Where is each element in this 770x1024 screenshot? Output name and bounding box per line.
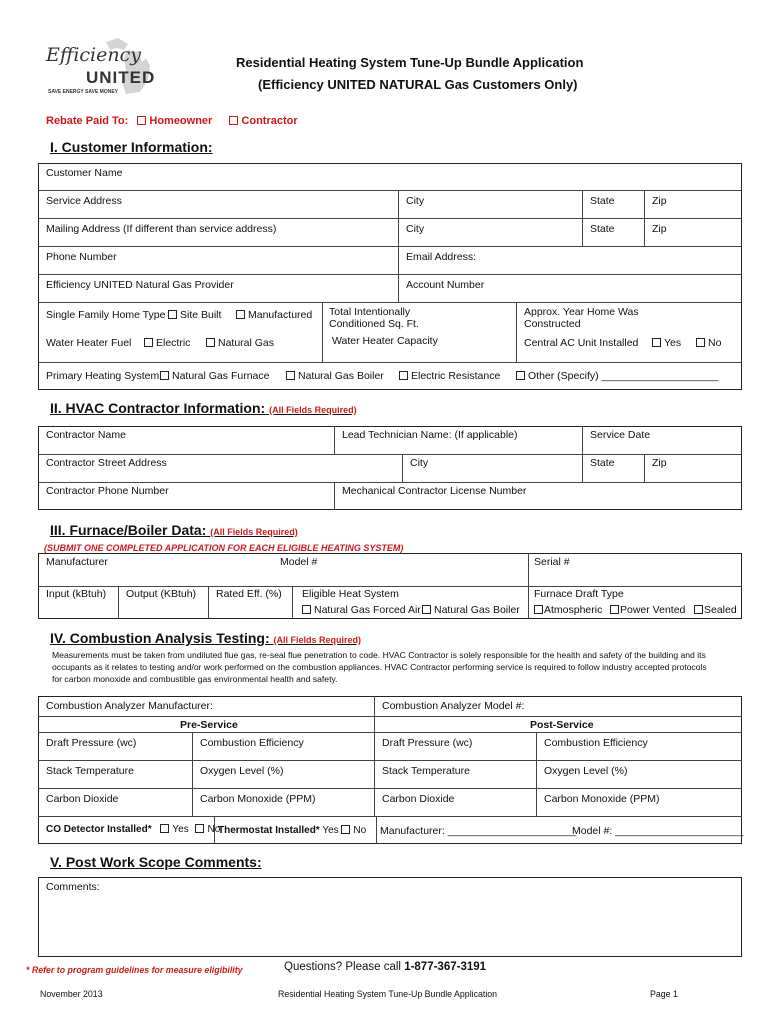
service-city-field[interactable]: City (406, 195, 425, 207)
account-number-field[interactable]: Account Number (406, 279, 485, 291)
pre-co-field[interactable]: Carbon Monoxide (PPM) (200, 793, 316, 805)
logo-word: Efficiency (46, 44, 141, 66)
manufactured-label: Manufactured (248, 309, 313, 321)
rated-eff-field[interactable]: Rated Eff. (%) (216, 588, 282, 600)
thermostat-manufacturer-field[interactable]: Manufacturer: ______________________ (380, 825, 577, 837)
co-yes-label: Yes (172, 824, 189, 835)
manufactured-checkbox[interactable] (236, 309, 312, 321)
manufacturer-field[interactable]: Manufacturer (46, 556, 108, 568)
pre-service-header: Pre-Service (180, 719, 238, 731)
wh-fuel-label: Water Heater Fuel (46, 337, 132, 349)
contractor-label: Contractor (241, 115, 298, 127)
draft-type-label: Furnace Draft Type (534, 588, 624, 600)
rebate-label: Rebate Paid To: (46, 115, 129, 127)
post-draft-field[interactable]: Draft Pressure (wc) (382, 737, 473, 749)
gas-provider-field[interactable]: Efficiency UNITED Natural Gas Provider (46, 279, 234, 291)
thermostat-label: Thermostat Installed* (218, 825, 320, 836)
atmospheric-checkbox[interactable] (534, 604, 602, 616)
thermostat-no-label: No (353, 825, 367, 836)
contractor-zip-field[interactable]: Zip (652, 457, 667, 469)
elec-resistance-label: Electric Resistance (411, 370, 501, 382)
ac-yes-label: Yes (664, 337, 682, 349)
other-label: Other (Specify) ____________________ (528, 370, 719, 382)
ng-forced-air-label: Natural Gas Forced Air (314, 604, 421, 616)
mailing-zip-field[interactable]: Zip (652, 223, 667, 235)
post-co2-field[interactable]: Carbon Dioxide (382, 793, 455, 805)
ng-furnace-label: Natural Gas Furnace (172, 370, 270, 382)
wh-natural-gas-checkbox[interactable] (206, 337, 274, 349)
email-field[interactable]: Email Address: (406, 251, 477, 263)
customer-name-field[interactable]: Customer Name (46, 167, 123, 179)
ng-boiler-checkbox[interactable] (286, 370, 384, 382)
license-number-field[interactable]: Mechanical Contractor License Number (342, 485, 527, 497)
site-built-label: Site Built (180, 309, 222, 321)
questions-line (284, 961, 486, 973)
logo-brand: UNITED (86, 68, 156, 87)
pre-oxygen-field[interactable]: Oxygen Level (%) (200, 765, 284, 777)
section-2-title-text: II. HVAC Contractor Information: (50, 400, 266, 416)
sealed-label: Sealed (704, 604, 737, 616)
footer-date: November 2013 (40, 989, 103, 999)
homeowner-checkbox[interactable] (137, 115, 212, 127)
post-service-header: Post-Service (530, 719, 594, 731)
elec-resistance-checkbox[interactable] (399, 370, 500, 382)
thermostat-yes-checkbox[interactable] (322, 825, 338, 836)
co-no-checkbox[interactable] (195, 824, 220, 835)
ac-yes-checkbox[interactable] (652, 337, 681, 349)
sealed-checkbox[interactable] (694, 604, 737, 616)
co-detector-label: CO Detector Installed* (46, 824, 152, 835)
output-kbtuh-field[interactable]: Output (KBtuh) (126, 588, 197, 600)
service-zip-field[interactable]: Zip (652, 195, 667, 207)
questions-phone[interactable]: 1-877-367-3191 (404, 961, 487, 973)
power-vented-label: Power Vented (620, 604, 686, 616)
ac-no-checkbox[interactable] (696, 337, 721, 349)
service-address-field[interactable]: Service Address (46, 195, 122, 207)
logo (40, 36, 160, 100)
wh-electric-label: Electric (156, 337, 191, 349)
mailing-city-field[interactable]: City (406, 223, 425, 235)
ng-boiler-label: Natural Gas Boiler (298, 370, 384, 382)
comments-box[interactable] (38, 877, 742, 957)
model-field[interactable]: Model # (280, 556, 318, 568)
co-detector-row (46, 824, 220, 836)
contractor-name-field[interactable]: Contractor Name (46, 429, 126, 441)
guidelines-note: * Refer to program guidelines for measure eligibility (26, 965, 243, 975)
ng-boiler-heat-checkbox[interactable] (422, 604, 520, 616)
thermostat-yes-label: Yes (322, 825, 339, 836)
co-yes-checkbox[interactable] (160, 824, 188, 835)
mailing-address-field[interactable]: Mailing Address (If different than service address) (46, 223, 277, 235)
co-no-label: No (207, 824, 221, 835)
section-4-required: (All Fields Required) (273, 635, 362, 645)
service-state-field[interactable]: State (590, 195, 615, 207)
other-checkbox[interactable] (516, 370, 718, 382)
year-built-field[interactable]: Approx. Year Home Was Constructed (524, 306, 639, 330)
sqft-field[interactable]: Total Intentionally Conditioned Sq. Ft. (329, 306, 419, 330)
section-4-paragraph: Measurements must be taken from undiluted flue gas, re-seal flue penetration to code. HVAC Contractor is solely responsible for the health and safety of the building and its occupants as it relates to testing and/or work performed on the combustion appliances. HVAC Contractor performing service is required to follow industry accepted protocols for carbon monoxide and combustible gas environmental health and safety. (52, 650, 707, 684)
ng-furnace-checkbox[interactable] (160, 370, 269, 382)
site-built-checkbox[interactable] (168, 309, 221, 321)
contractor-city-field[interactable]: City (410, 457, 429, 469)
wh-capacity-field[interactable]: Water Heater Capacity (332, 335, 438, 347)
input-kbtuh-field[interactable]: Input (kBtuh) (46, 588, 107, 600)
footer-doc-name: Residential Heating System Tune-Up Bundle Application (278, 989, 498, 999)
comments-label: Comments: (46, 881, 100, 893)
homeowner-label: Homeowner (149, 115, 213, 127)
questions-text: Questions? Please call (284, 961, 405, 973)
section-3-title (50, 522, 298, 538)
rebate-row (46, 115, 298, 127)
primary-heating-label: Primary Heating System (46, 370, 160, 382)
post-comb-eff-field[interactable]: Combustion Efficiency (544, 737, 648, 749)
thermostat-row (218, 825, 366, 837)
contractor-phone-field[interactable]: Contractor Phone Number (46, 485, 169, 497)
wh-electric-checkbox[interactable] (144, 337, 190, 349)
section-4-title (50, 630, 361, 646)
customer-info-table (38, 163, 742, 390)
phone-field[interactable]: Phone Number (46, 251, 117, 263)
pre-stack-field[interactable]: Stack Temperature (46, 765, 134, 777)
thermostat-model-field[interactable]: Model #: ______________________ (572, 825, 744, 837)
section-3-note: (SUBMIT ONE COMPLETED APPLICATION FOR EACH ELIGIBLE HEATING SYSTEM) (44, 543, 404, 553)
post-co-field[interactable]: Carbon Monoxide (PPM) (544, 793, 660, 805)
section-3-required: (All Fields Required) (210, 527, 298, 537)
ng-forced-air-checkbox[interactable] (302, 604, 421, 616)
page-title: Residential Heating System Tune-Up Bundle Application (236, 55, 584, 70)
contractor-street-field[interactable]: Contractor Street Address (46, 457, 167, 469)
logo-tagline: SAVE ENERGY SAVE MONEY (48, 89, 119, 95)
lead-tech-field[interactable]: Lead Technician Name: (If applicable) (342, 429, 518, 441)
central-ac-label: Central AC Unit Installed (524, 337, 639, 349)
analyzer-model-field[interactable]: Combustion Analyzer Model #: (382, 700, 525, 712)
section-3-title-text: III. Furnace/Boiler Data: (50, 522, 207, 538)
analyzer-mfr-field[interactable]: Combustion Analyzer Manufacturer: (46, 700, 213, 712)
ac-no-label: No (708, 337, 722, 349)
pre-co2-field[interactable]: Carbon Dioxide (46, 793, 119, 805)
section-1-title: I. Customer Information: (50, 139, 213, 155)
contractor-state-field[interactable]: State (590, 457, 615, 469)
contractor-checkbox[interactable] (229, 115, 297, 127)
section-2-required: (All Fields Required) (269, 405, 357, 415)
eligible-heat-label: Eligible Heat System (302, 588, 399, 600)
ng-boiler-heat-label: Natural Gas Boiler (434, 604, 520, 616)
page-subtitle: (Efficiency UNITED NATURAL Gas Customers Only) (258, 77, 578, 92)
pre-comb-eff-field[interactable]: Combustion Efficiency (200, 737, 304, 749)
section-4-title-text: IV. Combustion Analysis Testing: (50, 630, 270, 646)
atmospheric-label: Atmospheric (544, 604, 603, 616)
post-oxygen-field[interactable]: Oxygen Level (%) (544, 765, 628, 777)
thermostat-no-checkbox[interactable] (341, 825, 366, 836)
service-date-field[interactable]: Service Date (590, 429, 651, 441)
pre-draft-field[interactable]: Draft Pressure (wc) (46, 737, 137, 749)
section-5-title: V. Post Work Scope Comments: (50, 854, 262, 870)
section-2-title (50, 400, 357, 416)
power-vented-checkbox[interactable] (610, 604, 685, 616)
serial-field[interactable]: Serial # (534, 556, 570, 568)
footer-page: Page 1 (650, 989, 678, 999)
post-stack-field[interactable]: Stack Temperature (382, 765, 470, 777)
wh-natural-gas-label: Natural Gas (218, 337, 275, 349)
mailing-state-field[interactable]: State (590, 223, 615, 235)
home-type-label: Single Family Home Type (46, 309, 166, 321)
